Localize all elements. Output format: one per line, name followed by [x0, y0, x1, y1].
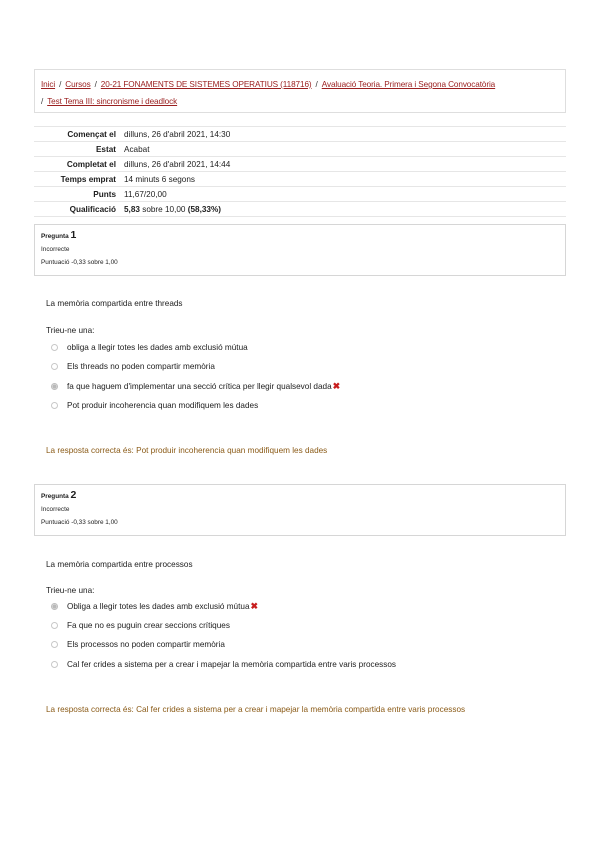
- question-2-feedback: La resposta correcta és: Cal fer crides a sistema per a crear i mapejar la memòria compartida entre varis processos: [46, 705, 466, 714]
- summary-label: Punts: [93, 189, 116, 199]
- question-label: Pregunta: [41, 233, 69, 240]
- question-1-feedback: La resposta correcta és: Pot produir incoherencia quan modifiquem les dades: [46, 446, 328, 455]
- question-1-option-4[interactable]: [51, 401, 258, 410]
- summary-value: dilluns, 26 d'abril 2021, 14:30: [124, 129, 231, 139]
- radio-icon[interactable]: [51, 402, 58, 409]
- summary-row-grade: [34, 202, 566, 217]
- question-2-option-2[interactable]: [51, 621, 230, 630]
- option-label: Obliga a llegir totes les dades amb exclusió mútua: [67, 602, 250, 611]
- question-1-text: La memòria compartida entre threads: [46, 299, 183, 308]
- option-label: Els processos no poden compartir memòria: [67, 640, 225, 649]
- breadcrumb-separator: /: [315, 80, 318, 89]
- radio-selected-icon[interactable]: [51, 603, 58, 610]
- option-label: Fa que no es puguin crear seccions crítiques: [67, 621, 230, 630]
- radio-icon[interactable]: [51, 641, 58, 648]
- summary-value: 11,67/20,00: [124, 189, 167, 199]
- breadcrumb-course-link[interactable]: 20-21 FONAMENTS DE SISTEMES OPERATIUS (118716): [100, 80, 312, 89]
- radio-icon[interactable]: [51, 344, 58, 351]
- grade-value: [122, 202, 566, 217]
- incorrect-x-icon: ✖: [250, 601, 259, 611]
- question-number: [41, 229, 559, 243]
- summary-row: [34, 187, 566, 202]
- summary-value: dilluns, 26 d'abril 2021, 14:44: [124, 159, 231, 169]
- question-number: [41, 489, 559, 503]
- incorrect-x-icon: ✖: [332, 381, 341, 391]
- grade-label: Qualificació: [69, 204, 116, 214]
- option-label: Pot produir incoherencia quan modifiquem les dades: [67, 401, 259, 410]
- question-1-info: [34, 224, 566, 276]
- summary-label: Estat: [95, 144, 116, 154]
- option-label: obliga a llegir totes les dades amb exclusió mútua: [67, 343, 248, 352]
- radio-icon[interactable]: [51, 661, 58, 668]
- breadcrumb-home-link[interactable]: Inici: [41, 80, 56, 89]
- summary-row: [34, 142, 566, 157]
- summary-row: [34, 172, 566, 187]
- breadcrumb-quiz-link[interactable]: Test Tema III: sincronisme i deadlock: [47, 97, 178, 106]
- question-2-text: La memòria compartida entre processos: [46, 560, 193, 569]
- grade-out-of: sobre 10,00: [142, 204, 186, 214]
- breadcrumb-courses-link[interactable]: Cursos: [65, 80, 91, 89]
- attempt-summary-table: [34, 126, 566, 217]
- question-label: Pregunta: [41, 493, 69, 500]
- summary-value: Acabat: [124, 144, 150, 154]
- question-state: Incorrecte: [41, 506, 70, 513]
- option-label: fa que haguem d'implementar una secció crítica per llegir qualsevol dada: [67, 382, 332, 391]
- question-number-value: 2: [70, 489, 77, 501]
- radio-icon[interactable]: [51, 363, 58, 370]
- summary-label: Començat el: [67, 129, 116, 139]
- option-label: Els threads no poden compartir memòria: [67, 362, 215, 371]
- breadcrumb-separator: /: [94, 80, 97, 89]
- question-state: Incorrecte: [41, 246, 70, 253]
- breadcrumb: [34, 69, 566, 113]
- breadcrumb-separator: /: [59, 80, 62, 89]
- radio-icon[interactable]: [51, 622, 58, 629]
- option-label: Cal fer crides a sistema per a crear i mapejar la memòria compartida entre varis processos: [67, 660, 396, 669]
- question-2-prompt: Trieu-ne una:: [46, 586, 95, 595]
- question-grade: Puntuació -0,33 sobre 1,00: [41, 519, 118, 526]
- question-2-option-4[interactable]: [51, 660, 396, 669]
- grade-percent: (58,33%): [187, 204, 221, 214]
- summary-label: Completat el: [66, 159, 116, 169]
- grade-score: 5,83: [124, 204, 140, 214]
- question-number-value: 1: [70, 229, 77, 241]
- question-grade: Puntuació -0,33 sobre 1,00: [41, 259, 118, 266]
- question-1-prompt: Trieu-ne una:: [46, 326, 95, 335]
- question-1-option-3[interactable]: [51, 381, 340, 392]
- question-1-option-2[interactable]: [51, 362, 215, 371]
- breadcrumb-section-link[interactable]: Avaluació Teoria. Primera i Segona Convocatòria: [321, 80, 496, 89]
- question-2-option-3[interactable]: [51, 640, 225, 649]
- summary-value: 14 minuts 6 segons: [124, 174, 196, 184]
- breadcrumb-separator: /: [41, 97, 44, 106]
- question-2-info: [34, 484, 566, 536]
- radio-selected-icon[interactable]: [51, 383, 58, 390]
- question-2-option-1[interactable]: [51, 601, 258, 612]
- summary-row: [34, 157, 566, 172]
- question-1-option-1[interactable]: [51, 343, 248, 352]
- summary-row: [34, 127, 566, 142]
- summary-label: Temps emprat: [60, 174, 116, 184]
